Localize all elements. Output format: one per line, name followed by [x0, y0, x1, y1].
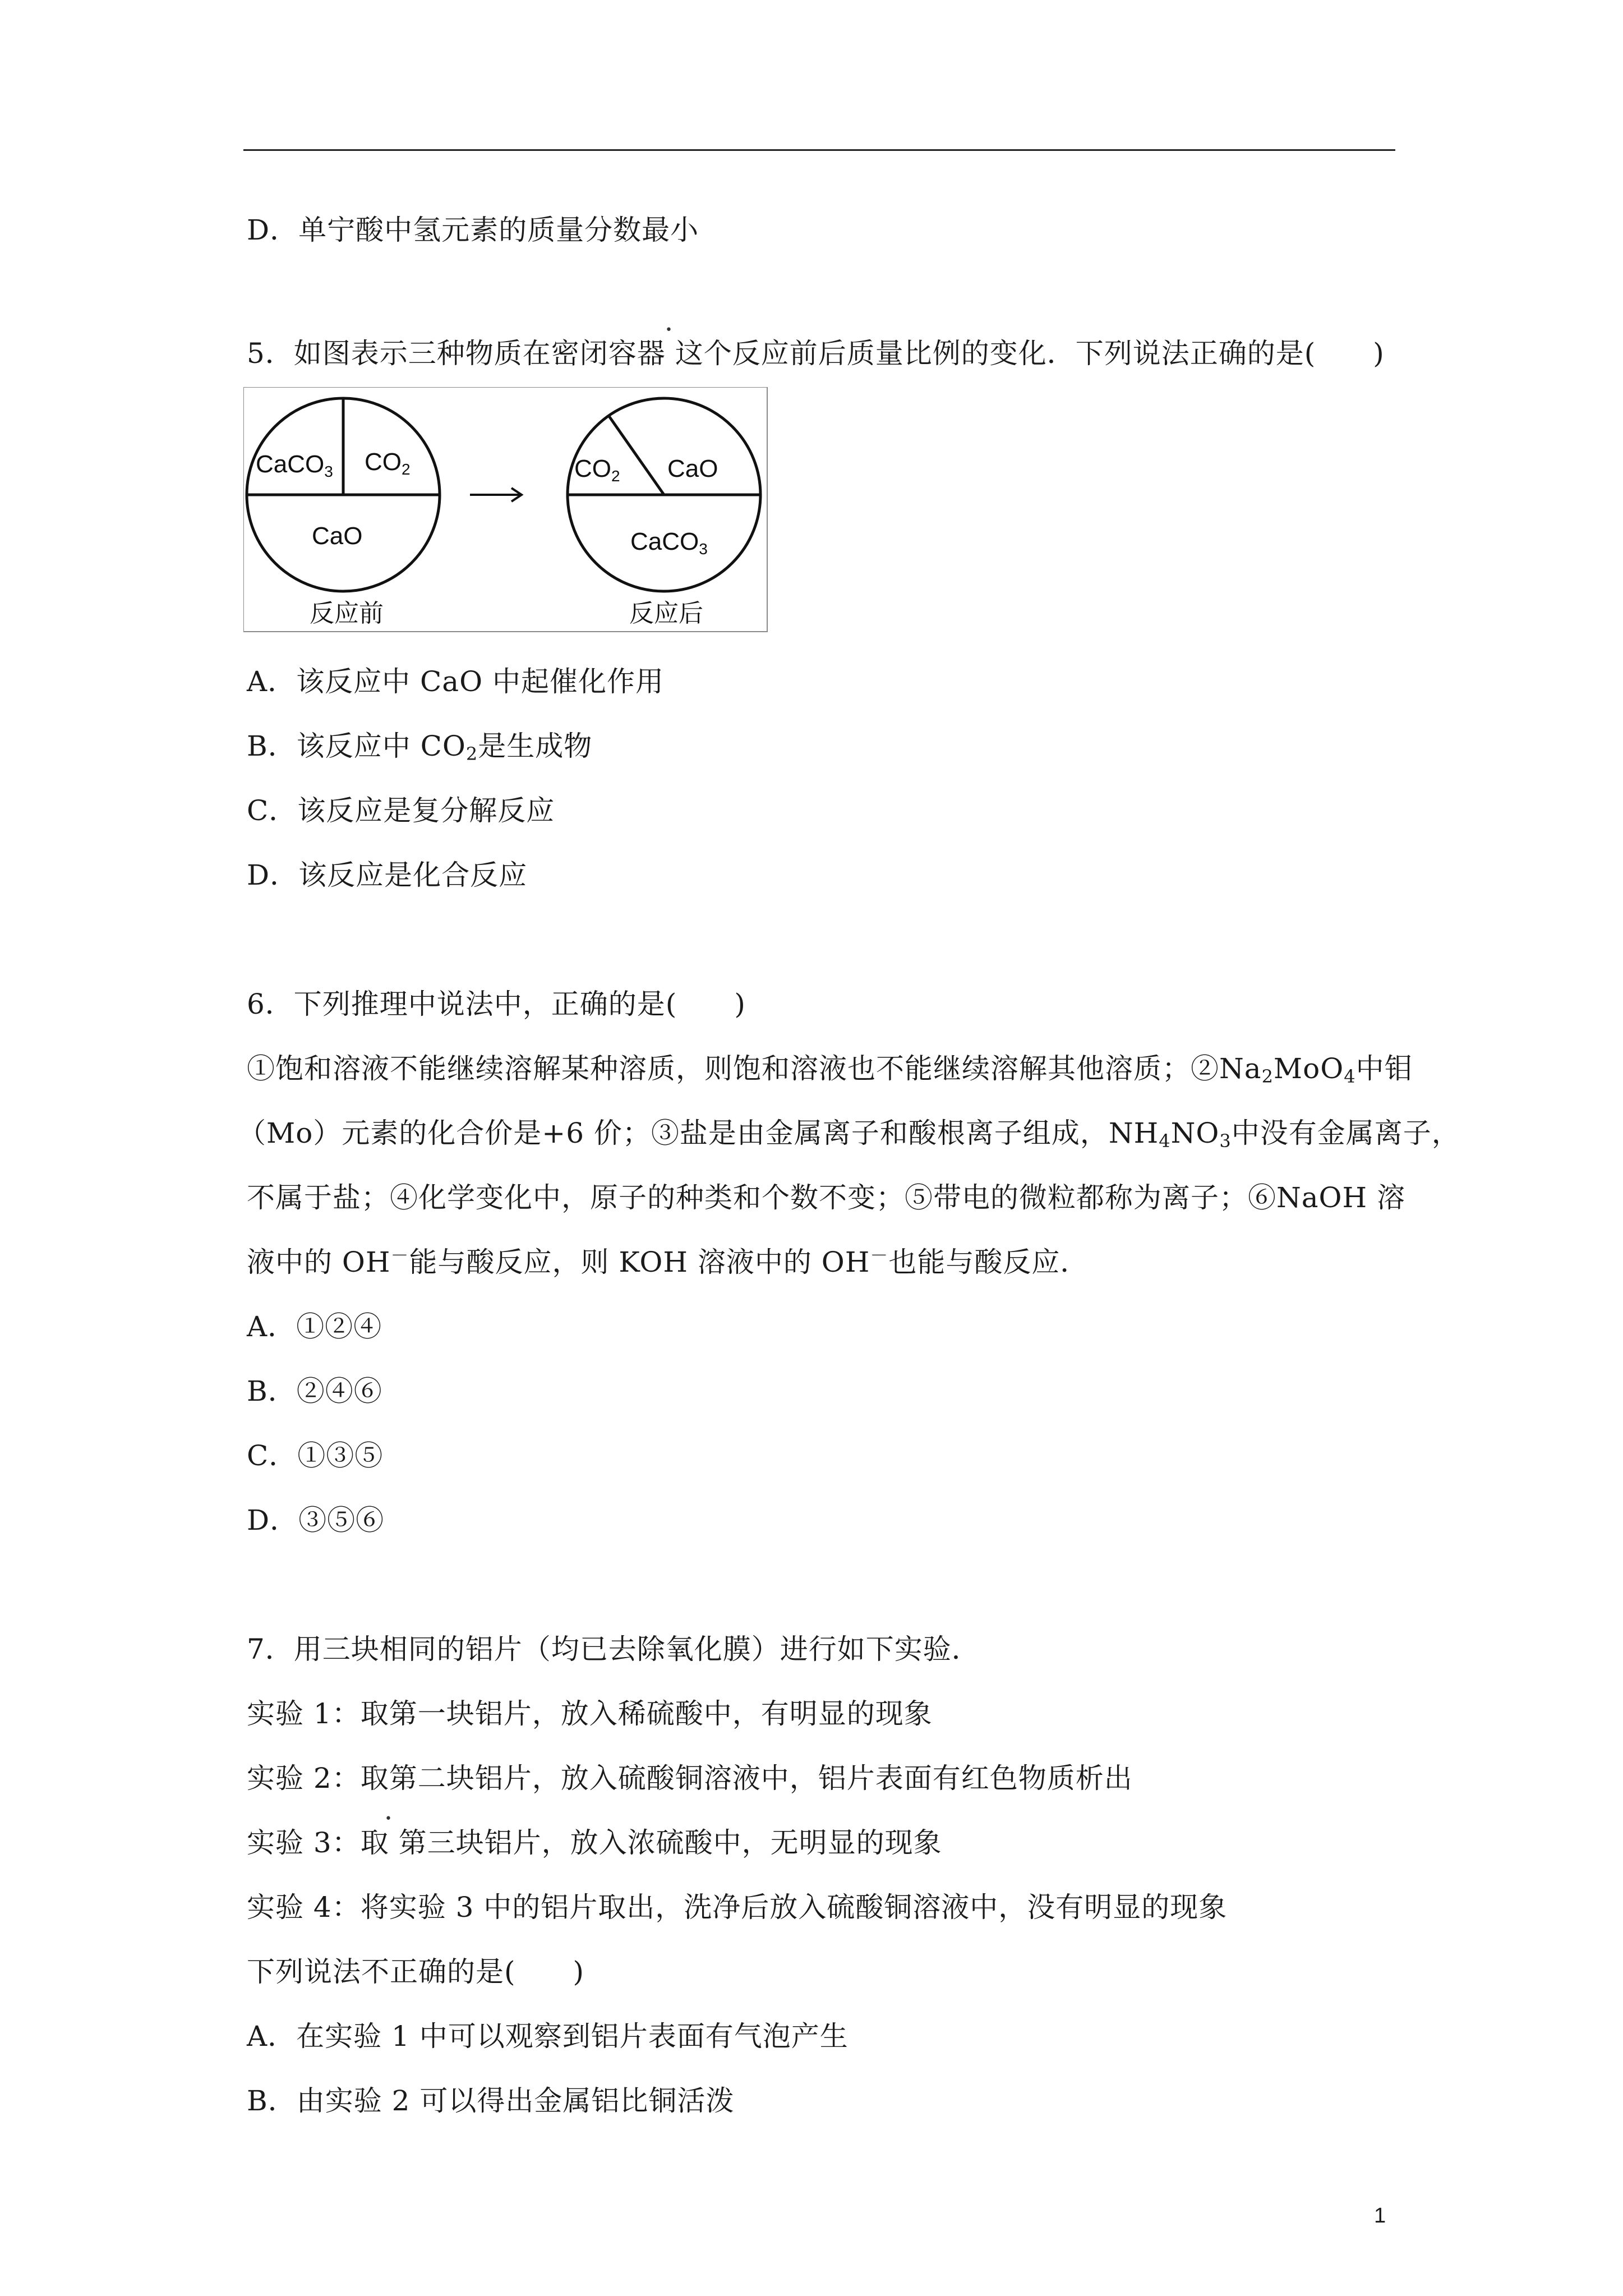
q7-option-b: B．由实验 2 可以得出金属铝比铜活泼	[247, 2085, 735, 2117]
q6-line-4: 液中的 OH－能与酸反应，则 KOH 溶液中的 OH－也能与酸反应．	[247, 1245, 1089, 1278]
after-co2-label: CO2	[574, 455, 620, 485]
q5-figure	[243, 387, 768, 632]
after-caco3-label: CaCO3	[630, 528, 708, 558]
q6-option-c: C．①③⑤	[247, 1439, 384, 1472]
stray-dot-mark: •	[665, 323, 672, 337]
q5-option-d: D．该反应是化合反应	[247, 859, 528, 891]
q7-stem: 7．用三块相同的铝片（均已去除氧化膜）进行如下实验．	[247, 1633, 980, 1665]
q6-option-a: A．①②④	[247, 1310, 382, 1343]
before-caption: 反应前	[310, 599, 384, 628]
after-caption: 反应后	[629, 599, 703, 628]
q5-pie-diagram	[243, 387, 768, 632]
before-co2-label: CO2	[365, 448, 411, 478]
q5-option-a: A．该反应中 CaO 中起催化作用	[247, 665, 664, 698]
after-cao-label: CaO	[667, 455, 718, 482]
q5-option-b: B．该反应中 $CO_2$是生成物	[247, 730, 593, 765]
q7-question: 下列说法不正确的是( )	[247, 1955, 585, 1988]
q5-stem: 5．如图表示三种物质在密闭容器 这个反应前后质量比例的变化．下列说法正确的是( )	[247, 337, 1385, 370]
q6-option-b: B．②④⑥	[247, 1375, 382, 1407]
q7-experiment-3: 实验 3：取 第三块铝片，放入浓硫酸中，无明显的现象	[247, 1826, 942, 1859]
header-rule	[243, 149, 1395, 151]
q5-option-c: C．该反应是复分解反应	[247, 794, 555, 827]
q6-line-3: 不属于盐；④化学变化中，原子的种类和个数不变；⑤带电的微粒都称为离子；⑥NaOH 溶	[247, 1181, 1406, 1214]
before-caco3-label: CaCO3	[256, 450, 333, 480]
q7-experiment-1: 实验 1：取第一块铝片，放入稀硫酸中，有明显的现象	[247, 1697, 933, 1730]
q7-option-a: A．在实验 1 中可以观察到铝片表面有气泡产生	[247, 2020, 849, 2053]
q6-line-2: （Mo）元素的化合价是+6 价；③盐是由金属离子和酸根离子组成，$NH_4NO_3$中没有金属离子，	[238, 1117, 1460, 1152]
q4-option-d: D．单宁酸中氢元素的质量分数最小	[247, 214, 699, 246]
q6-stem: 6．下列推理中说法中，正确的是( )	[247, 988, 746, 1020]
page-number: 1	[1374, 2204, 1386, 2228]
q6-line-1: ①饱和溶液不能继续溶解某种溶质，则饱和溶液也不能继续溶解其他溶质；$②Na_2MoO_4$中钼	[247, 1052, 1413, 1087]
q7-experiment-2: 实验 2：取第二块铝片，放入硫酸铜溶液中，铝片表面有红色物质析出	[247, 1762, 1133, 1795]
q7-experiment-4: 实验 4：将实验 3 中的铝片取出，洗净后放入硫酸铜溶液中，没有明显的现象	[247, 1891, 1228, 1924]
before-cao-label: CaO	[312, 522, 363, 550]
stray-dot-mark: •	[385, 1812, 392, 1826]
q6-option-d: D．③⑤⑥	[247, 1504, 385, 1536]
